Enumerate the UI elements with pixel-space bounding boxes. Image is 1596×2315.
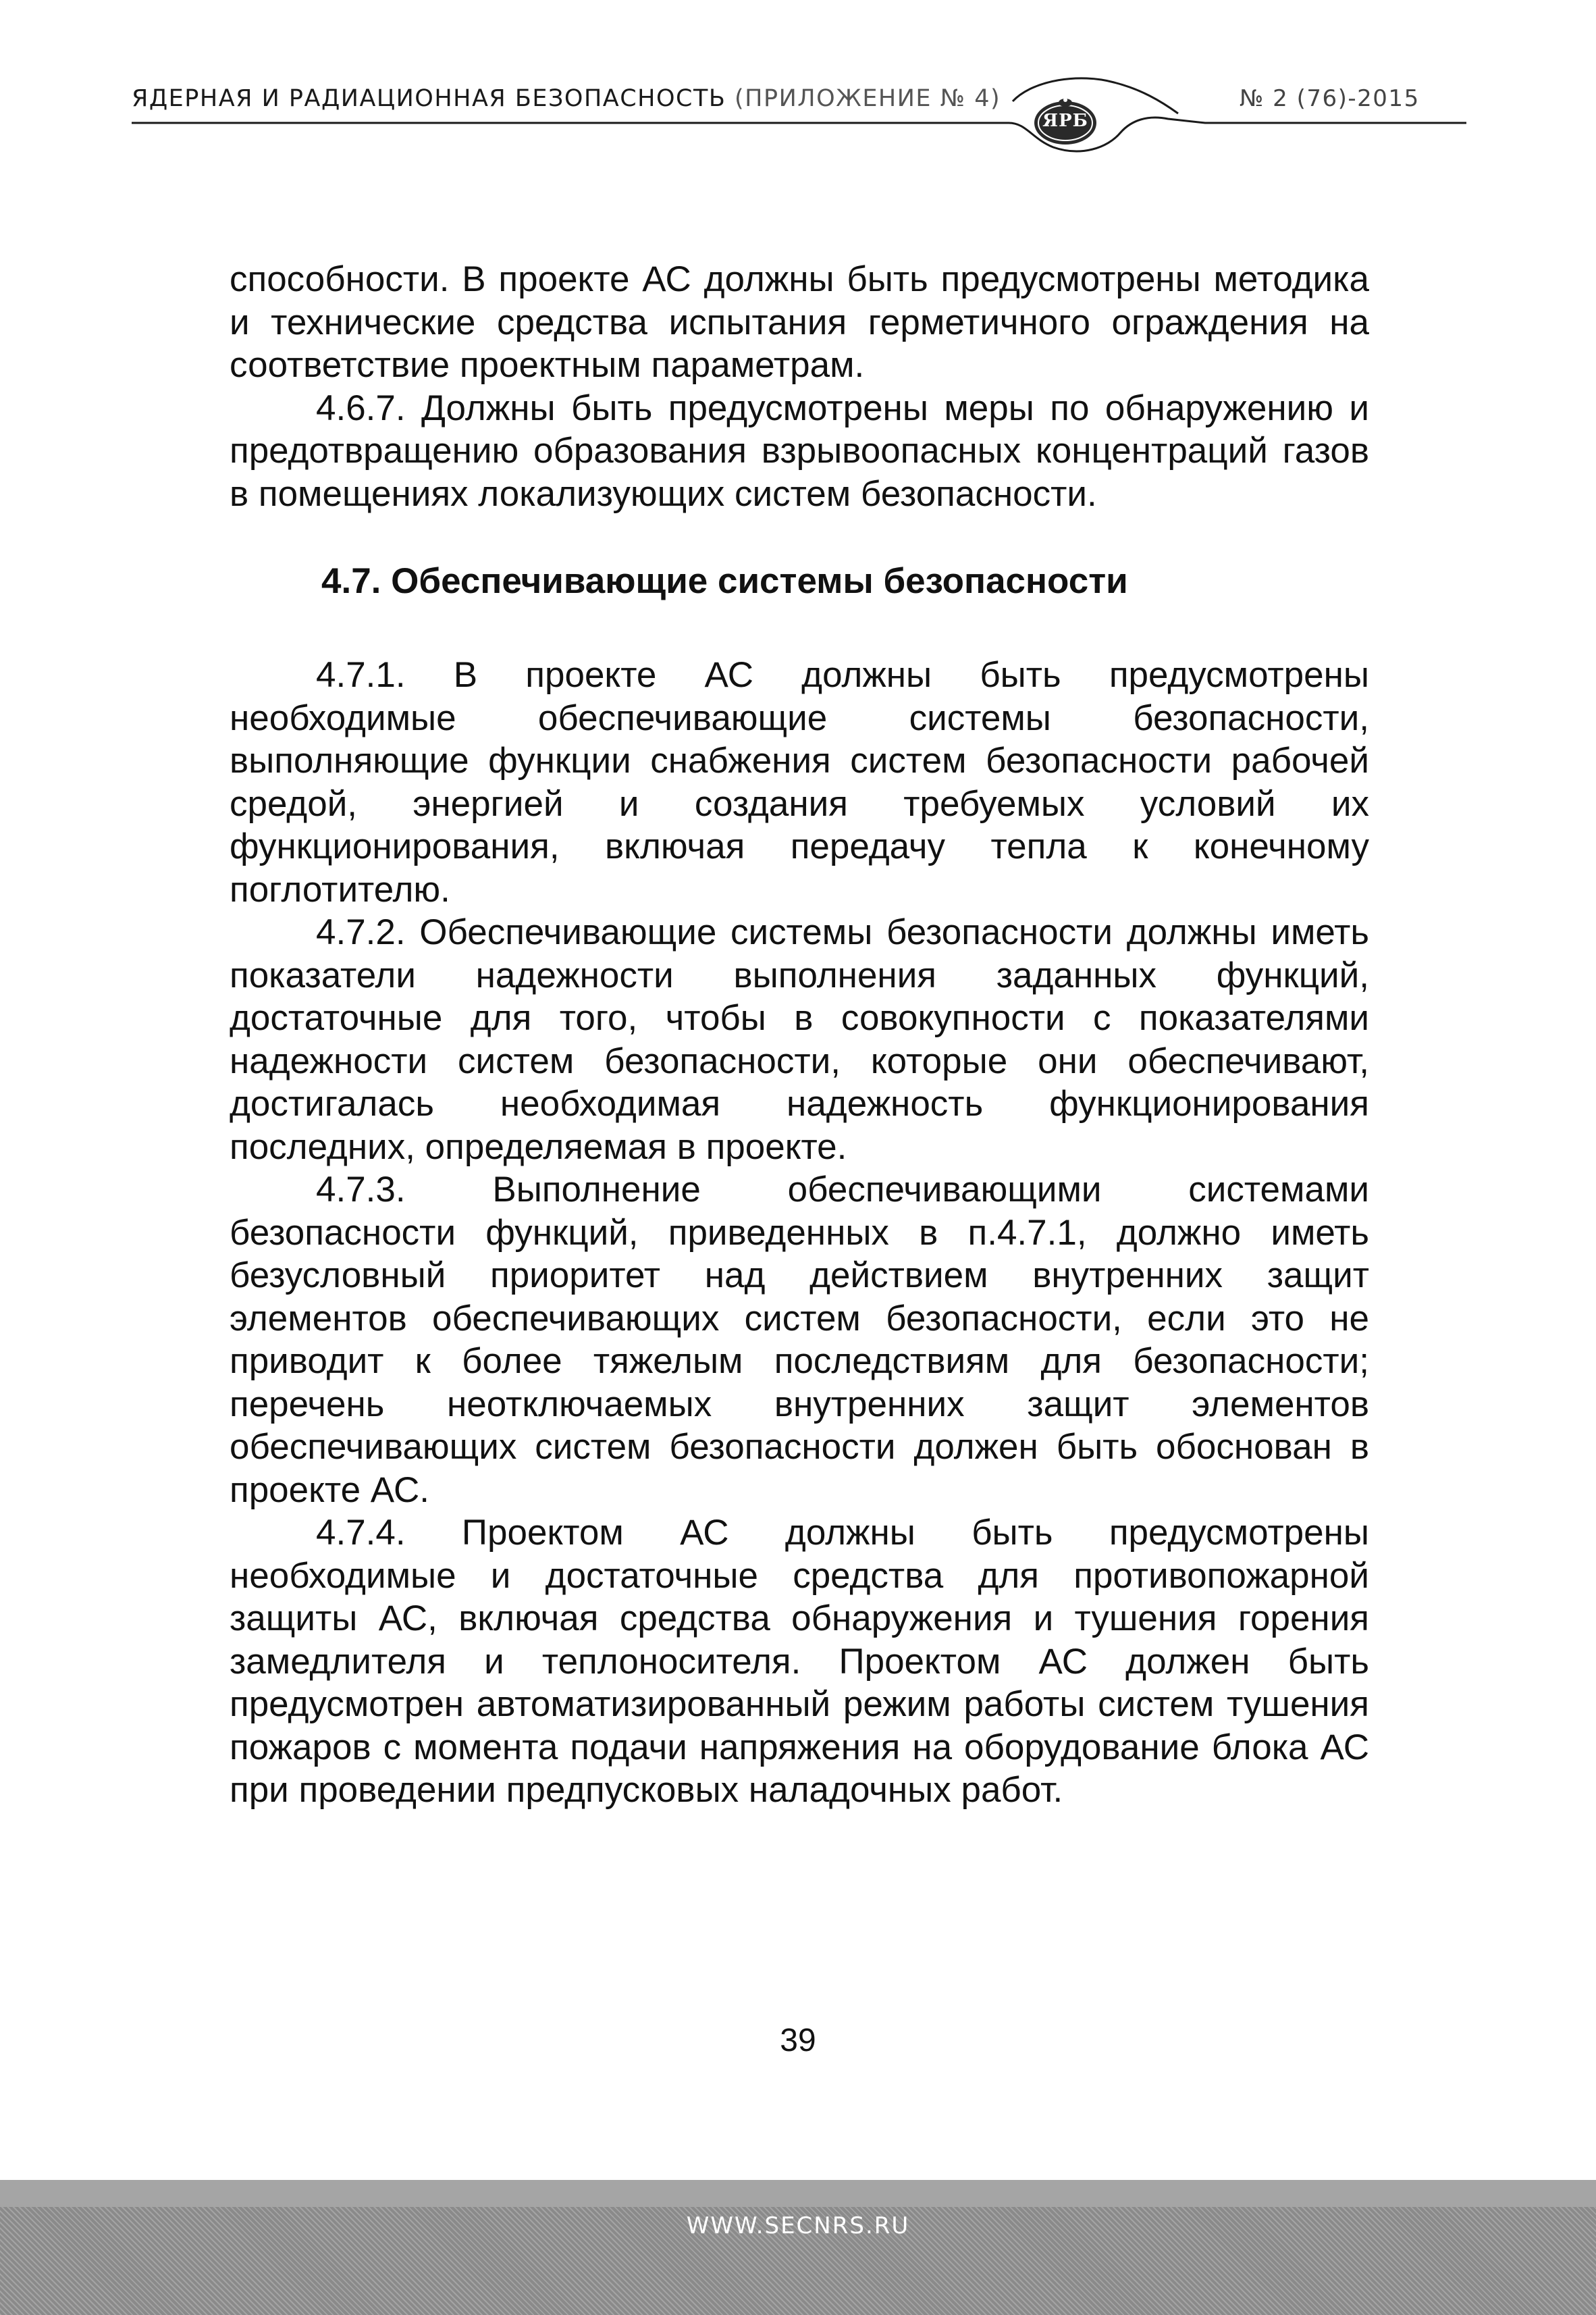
- footer-url: WWW.SECNRS.RU: [686, 2212, 910, 2239]
- paragraph-continuation: способности. В проекте АС должны быть предусмотрены методика и технические средства испытания герметичного ограждения на соответствие проектным параметрам.: [230, 259, 1369, 385]
- paragraph-4-7-4: 4.7.4. Проектом АС должны быть предусмотрены необходимые и достаточные средства для противопожарной защиты АС, включая средства обнаружения и тушения горения замедлителя и теплоносителя. Проектом АС должен быть предусмотрен автоматизированный режим работы систем тушения пожаров с момента подачи напряжения на оборудование блока АС при проведении предпусковых наладочных работ.: [230, 1513, 1369, 1810]
- page-number: 39: [780, 2023, 816, 2058]
- journal-title-suffix: (ПРИЛОЖЕНИЕ № 4): [726, 85, 1001, 112]
- journal-title-main: ЯДЕРНАЯ И РАДИАЦИОННАЯ БЕЗОПАСНОСТЬ: [132, 85, 726, 112]
- issue-number: № 2 (76)-2015: [1240, 85, 1420, 112]
- paragraph-4-7-1: 4.7.1. В проекте АС должны быть предусмотрены необходимые обеспечивающие системы безопасности, выполняющие функции снабжения систем безопасности рабочей средой, энергией и создания требуемых условий их функционирования, включая передачу тепла к конечному поглотителю.: [230, 655, 1369, 910]
- paragraph-4-6-7: 4.6.7. Должны быть предусмотрены меры по обнаружению и предотвращению образования взрывоопасных концентраций газов в помещениях локализующих систем безопасности.: [230, 388, 1369, 514]
- paragraph-4-7-3: 4.7.3. Выполнение обеспечивающими системами безопасности функций, приведенных в п.4.7.1, должно иметь безусловный приоритет над действием внутренних защит элементов обеспечивающих систем безопасности, если это не приводит к более тяжелым последствиям для безопасности; перечень неотключаемых внутренних защит элементов обеспечивающих систем безопасности должен быть обоснован в проекте АС.: [230, 1170, 1369, 1510]
- paragraph-4-7-2: 4.7.2. Обеспечивающие системы безопасности должны иметь показатели надежности выполнения заданных функций, достаточные для того, чтобы в совокупности с показателями надежности систем безопасности, которые они обеспечивают, достигалась необходимая надежность функционирования последних, определяемая в проекте.: [230, 912, 1369, 1167]
- footer-top-stripe: [0, 2180, 1596, 2207]
- section-heading-4-7: 4.7. Обеспечивающие системы безопасности: [321, 561, 1128, 601]
- document-body: [230, 258, 1369, 1812]
- journal-title: [132, 85, 1001, 112]
- logo-text: ЯРБ: [1042, 111, 1088, 131]
- yarb-logo-icon: [998, 76, 1133, 170]
- page-header: [0, 0, 1596, 176]
